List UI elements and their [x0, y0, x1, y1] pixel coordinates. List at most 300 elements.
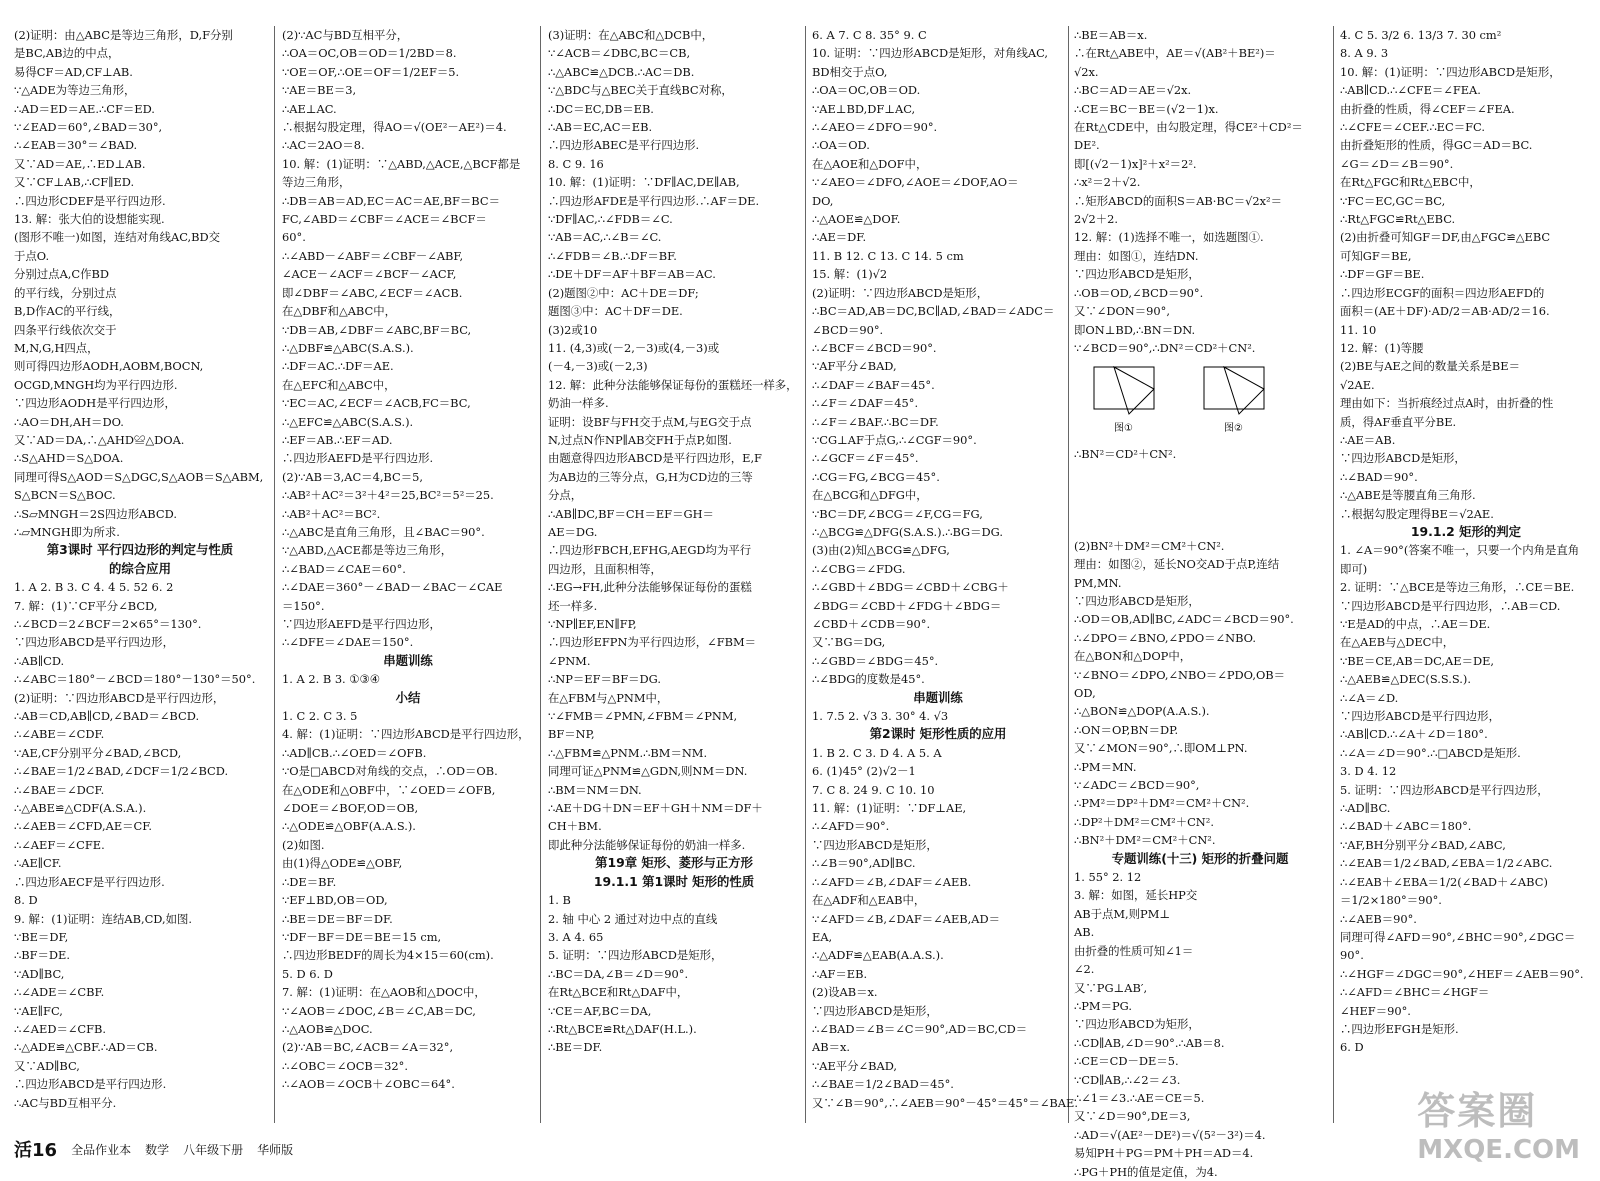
subject: 数学 — [145, 1142, 170, 1157]
answer-line: ∴CE＝BC－BE＝(√2－1)x. — [1074, 101, 1219, 116]
answer-line: 四条平行线依次交于 — [14, 322, 117, 337]
answer-line: ∴∠B＝90°,AD∥BC. — [812, 856, 916, 871]
answer-line: (2)证明：由△ABC是等边三角形，D,F分别 — [14, 28, 233, 42]
answer-line: ∵E是AD的中点，∴AE＝DE. — [1340, 617, 1491, 631]
answer-line: ∴△AOB≌△DOC. — [282, 1021, 373, 1036]
answer-line: ∴EF＝AB.∴EF＝AD. — [282, 432, 393, 447]
answer-line: ∵∠EAD＝60°,∠BAD＝30°, — [14, 120, 163, 135]
book-title: 全品作业本 — [71, 1142, 132, 1157]
answer-line: ∴△ADE≌△CBF.∴AD＝CB. — [14, 1040, 158, 1055]
answer-line: ∴DE＝BF. — [282, 874, 337, 889]
answer-line: ∴∠CFE＝∠CEF.∴EC＝FC. — [1340, 120, 1485, 135]
answer-line: ∴∠AFD＝90°. — [812, 819, 890, 834]
answer-line: ∴∠GCF＝∠F＝45°. — [812, 451, 919, 466]
answer-line: ∴BN²＋DM²＝CM²＋CN². — [1074, 833, 1216, 848]
answer-line: ∵△BDC与△BEC关于直线BC对称， — [548, 83, 733, 98]
answer-line: ∴DE＋DF＝AF＋BF＝AB＝AC. — [548, 267, 716, 282]
answer-line: 1. B — [548, 893, 571, 908]
answer-line: 同理可得S△AOD＝S△DGC,S△AOB＝S△ABM, — [14, 469, 264, 484]
answer-line: ∴△EFC≌△ABC(S.A.S.). — [282, 414, 414, 429]
answer-line: ∴四边形BEDF的周长为4×15＝60(cm). — [282, 948, 494, 963]
answer-line: ∴BE＝DF. — [548, 1040, 603, 1055]
answer-line: ∵CG⊥AF于点G,∴∠CGF＝90°. — [812, 432, 977, 447]
answer-line: ∴∠BDG的度数是45°. — [812, 672, 925, 687]
answer-line: ∴S△AHD＝S△DOA. — [14, 451, 124, 466]
answer-line: ∴AB＝EC,AC＝EB. — [548, 120, 653, 135]
answer-line: 又∵∠MON＝90°,∴即OM⊥PN. — [1074, 741, 1248, 756]
edition: 华师版 — [257, 1142, 294, 1157]
answer-line: AB于点M,则PM⊥ — [1074, 906, 1171, 921]
answer-line: ∴△ABE≌△CDF(A.S.A.). — [14, 801, 147, 816]
answer-line: √2x. — [1074, 64, 1099, 79]
answer-line: ∴∠A＝∠D＝90°.∴□ABCD是矩形. — [1340, 745, 1521, 760]
answer-line: ∴AE⊥AC. — [282, 101, 337, 116]
answer-line: 1. C 2. C 3. 5 — [282, 709, 358, 724]
watermark-bottom: MXQE.COM — [1417, 1135, 1580, 1165]
answer-line: ∴△ABC≌△DCB.∴AC＝DB. — [548, 64, 695, 79]
answer-line: 奶油一样多. — [548, 396, 609, 411]
answer-line: (－4,－3)或(－2,3) — [548, 359, 648, 374]
answer-line: ∵DF－BF＝DE＝BE＝15 cm, — [282, 929, 442, 944]
answer-line: ∵四边形AODH是平行四边形， — [14, 396, 176, 411]
answer-line: 8. A 9. 3 — [1340, 46, 1389, 61]
answer-line: ∠G＝∠D＝∠B＝90°. — [1340, 156, 1454, 171]
answer-line: ∴四边形EFGH是矩形. — [1340, 1021, 1459, 1036]
answer-line: ∵四边形ABCD是矩形， — [812, 837, 938, 852]
answer-line: ∴CE＝CD－DE＝5. — [1074, 1054, 1179, 1069]
answer-line: ∴DB＝AB＝AD,EC＝AC＝AE,BF＝BC＝ — [282, 193, 500, 208]
answer-line: 在△FBM与△PNM中， — [548, 690, 669, 705]
answer-line: ∵四边形ABCD是矩形， — [1074, 267, 1200, 282]
answer-line: ∴△AEB≌△DEC(S.S.S.). — [1340, 672, 1471, 687]
answer-line: DO, — [812, 193, 834, 208]
answer-line: ∴四边形ABEC是平行四边形. — [548, 138, 700, 153]
answer-line: ∵△ADE为等边三角形， — [14, 83, 136, 98]
answer-line: BD相交于点O, — [812, 64, 888, 79]
answer-line: ∵CE＝AF,BC＝DA, — [548, 1003, 652, 1018]
answer-line: 小结 — [395, 689, 421, 705]
answer-line: ∴∠AOB＝∠OCB＋∠OBC＝64°. — [282, 1077, 455, 1092]
answer-line: ∵∠ACB＝∠DBC,BC＝CB, — [548, 46, 691, 61]
answer-line: (3)由(2)知△BCG≌△DFG, — [812, 543, 950, 558]
answer-line: ∴BE＝AB＝x. — [1074, 28, 1148, 42]
answer-line: 理由：如图①，连结DN. — [1074, 248, 1199, 263]
answer-column-2 — [282, 26, 534, 1123]
answer-line: 4. 解：(1)证明：∵四边形ABCD是平行四边形， — [282, 727, 530, 742]
answer-line: ∵∠AEO＝∠DFO,∠AOE＝∠DOF,AO＝ — [812, 175, 1019, 190]
answer-line: 坯一样多. — [548, 598, 598, 613]
answer-line: ∴AD∥CB.∴∠OED＝∠OFB. — [282, 745, 427, 760]
answer-line: ∠CBD＋∠CDB＝90°. — [812, 617, 931, 631]
answer-line: ∵∠BCD＝90°,∴DN²＝CD²＋CN². — [1074, 340, 1256, 355]
answer-line: AE＝DG. — [548, 524, 598, 539]
answer-line: ∴AD∥BC. — [1340, 801, 1391, 816]
answer-line: ∵O是□ABCD对角线的交点，∴OD＝OB. — [282, 764, 498, 779]
answer-line: AB. — [1074, 925, 1095, 940]
answer-line: ∴AE＝AB. — [1340, 432, 1396, 447]
answer-line: ∴DP²＋DM²＝CM²＋CN². — [1074, 814, 1214, 829]
answer-line: ∠PNM. — [548, 653, 591, 668]
answer-line: 又∵BG＝DG, — [812, 635, 886, 650]
answer-line: OCGD,MNGH均为平行四边形. — [14, 377, 178, 392]
answer-line: ∴∠AEO＝∠DFO＝90°. — [812, 120, 938, 135]
answer-line: OD, — [1074, 686, 1096, 700]
answer-line: ∴△BCG≌△DFG(S.A.S.).∴BG＝DG. — [812, 524, 1003, 539]
answer-line: 又∵∠DON＝90°, — [1074, 304, 1170, 319]
answer-line: 第19章 矩形、菱形与正方形 — [595, 855, 753, 871]
answer-line: ∵AE∥FC, — [14, 1003, 63, 1018]
answer-line: ∴∠HGF＝∠DGC＝90°,∠HEF＝∠AEB＝90°. — [1340, 966, 1584, 981]
answer-line: ∵四边形ABCD是平行四边形， — [14, 635, 174, 650]
answer-line: 在△ADF和△EAB中， — [812, 893, 926, 908]
answer-line: ∴∠BAE＝1/2∠BAD,∠DCF＝1/2∠BCD. — [14, 764, 229, 779]
answer-line: ∵∠BNO＝∠DPO,∠NBO＝∠PDO,OB＝ — [1074, 667, 1286, 682]
answer-line: ∴ON＝OP,BN＝DP. — [1074, 722, 1179, 737]
answer-line: ∴AD＝ED＝AE.∴CF＝ED. — [14, 101, 155, 116]
answer-line: ∵∠ADC＝∠BCD＝90°, — [1074, 778, 1200, 793]
answer-line: ∴∠AEB＝90°. — [1340, 911, 1417, 926]
answer-line: (2)BE与AE之间的数量关系是BE＝ — [1340, 359, 1520, 374]
answer-line: 4. C 5. 3/2 6. 13/3 7. 30 cm² — [1340, 28, 1502, 42]
answer-line: ∵NP∥EF,EN∥FP, — [548, 617, 637, 631]
page-footer — [14, 1135, 293, 1163]
answer-line: ∵四边形ABCD是矩形， — [812, 1003, 938, 1018]
answer-line: 5. D 6. D — [282, 966, 333, 981]
answer-line: ∵AB＝AC,∴∠B＝∠C. — [548, 230, 662, 245]
answer-line: ∴AB∥DC,BF＝CH＝EF＝GH＝ — [548, 506, 714, 521]
answer-line: ∵CD∥AB,∴∠2＝∠3. — [1074, 1072, 1181, 1087]
answer-line — [1074, 518, 1326, 536]
answer-line: ∵BC＝DF,∠BCG＝∠F,CG＝FG, — [812, 506, 983, 521]
answer-line: ∴AB∥CD.∴∠A＋∠D＝180°. — [1340, 727, 1488, 742]
answer-column-3 — [548, 26, 800, 1123]
answer-line: ∠HEF＝90°. — [1340, 1003, 1411, 1018]
answer-line: 即ON⊥BD,∴BN＝DN. — [1074, 322, 1196, 337]
answer-line: 又∵PG⊥AB′, — [1074, 980, 1148, 995]
answer-line: ∵四边形ABCD是矩形， — [1340, 451, 1466, 466]
answer-line: BF＝NP, — [548, 727, 595, 742]
answer-line: ∴∠EAB＝30°＝∠BAD. — [14, 138, 138, 153]
answer-line: 题图③中：AC＋DF＝DE. — [548, 304, 683, 319]
answer-line: 又∵∠B＝90°,∴∠AEB＝90°－45°＝45°＝∠BAE. — [812, 1095, 1078, 1110]
answer-line: 串题训练 — [383, 652, 433, 668]
answer-line: N,过点N作NP∥AB交FH于点P,如图. — [548, 432, 732, 447]
answer-line: ∴∠DPO＝∠BNO,∠PDO＝∠NBO. — [1074, 630, 1256, 645]
answer-line: 等边三角形， — [282, 175, 351, 190]
answer-line: 于点O. — [14, 248, 50, 263]
answer-line: ∴△FBM≌△PNM.∴BM＝NM. — [548, 745, 708, 760]
answer-line: B,D作AC的平行线， — [14, 304, 121, 319]
answer-line: 又∵AD＝AE,∴ED⊥AB. — [14, 156, 146, 171]
answer-line: 分点， — [548, 488, 583, 503]
answer-line: ∴四边形CDEF是平行四边形. — [14, 193, 166, 208]
answer-line: ∵四边形ABCD是矩形， — [1074, 593, 1200, 608]
answer-line — [1074, 482, 1326, 500]
answer-line: ∴∠BAD＝90°. — [1340, 469, 1418, 484]
page-number: 活16 — [14, 1140, 58, 1161]
answer-line: ∵AE,CF分别平分∠BAD,∠BCD, — [14, 745, 182, 760]
answer-line: ∵OE＝OF,∴OE＝OF＝1/2EF＝5. — [282, 64, 460, 79]
answer-line: ∴BC＝AD,AB＝DC,BC∥AD,∠BAD＝∠ADC＝ — [812, 304, 1055, 319]
answer-line: ∵DF∥AC,∴∠FDB＝∠C. — [548, 212, 673, 227]
answer-line: ∴∠DFE＝∠DAE＝150°. — [282, 635, 414, 650]
answer-line: ∴▱MNGH即为所求. — [14, 524, 120, 539]
answer-line: ∴矩形ABCD的面积S＝AB·BC＝√2x²＝ — [1074, 193, 1282, 208]
answer-line: (2)由折叠可知GF＝DF,由△FGC≌△EBC — [1340, 230, 1551, 245]
answer-line: ∴AB＝CD,AB∥CD,∠BAD＝∠BCD. — [14, 709, 200, 724]
answer-line: 1. 55° 2. 12 — [1074, 870, 1142, 885]
answer-line: 第2课时 矩形性质的应用 — [869, 726, 1007, 742]
answer-line: 1. ∠A＝90°(答案不唯一，只要一个内角是直角 — [1340, 543, 1580, 558]
answer-line: 的平行线，分别过点 — [14, 285, 117, 300]
answer-line: ∴AB∥CD. — [14, 653, 65, 668]
answer-line: 分别过点A,C作BD — [14, 267, 110, 282]
answer-line: 可知GF＝BE, — [1340, 248, 1412, 263]
answer-line: 在△ODE和△OBF中，∵∠OED＝∠OFB, — [282, 782, 496, 797]
answer-line: ∴BC＝AD＝AE＝√2x. — [1074, 83, 1192, 98]
answer-line: 10. 证明：∵四边形ABCD是矩形，对角线AC, — [812, 46, 1049, 61]
answer-line: ∴x²＝2＋√2. — [1074, 175, 1141, 190]
answer-line: (2)∵AB＝BC,∠ACB＝∠A＝32°, — [282, 1040, 454, 1055]
answer-line: ∴AE∥CF. — [14, 856, 62, 871]
answer-line: 7. 解：(1)证明：在△AOB和△DOC中， — [282, 985, 486, 1000]
answer-line: ∵EC＝AC,∠ECF＝∠ACB,FC＝BC, — [282, 396, 471, 411]
answer-line: ∴∠GBD＝∠BDG＝45°. — [812, 653, 939, 668]
answer-line: 10. 解：(1)证明：∵DF∥AC,DE∥AB, — [548, 175, 740, 190]
answer-line: ∵∠AFD＝∠B,∠DAF＝∠AEB,AD＝ — [812, 911, 1001, 926]
answer-line: 1. B 2. C 3. D 4. A 5. A — [812, 745, 942, 760]
answer-line: ∴∠OBC＝∠OCB＝32°. — [282, 1058, 408, 1073]
answer-line: 13. 解：张大伯的设想能实现. — [14, 212, 165, 227]
answer-line: ∴△ABE是等腰直角三角形. — [1340, 488, 1476, 503]
answer-line: S△BCN＝S△BOC. — [14, 488, 116, 503]
answer-line: ∴∠DAF＝∠BAF＝45°. — [812, 377, 935, 392]
answer-line: 2√2＋2. — [1074, 212, 1119, 227]
answer-line: ∴OA＝OD. — [812, 138, 870, 153]
answer-line: 在△BON和△DOP中， — [1074, 649, 1192, 664]
svg-text:图①: 图① — [1114, 423, 1133, 435]
answer-line: ∴BC＝DA,∠B＝∠D＝90°. — [548, 966, 689, 981]
answer-line: 11. 解：(1)证明：∵DF⊥AE, — [812, 801, 967, 816]
answer-line: 5. 证明：∵四边形ABCD是矩形， — [548, 948, 723, 963]
answer-line: ∴S▱MNGH＝2S四边形ABCD. — [14, 506, 177, 521]
answer-line: 是BC,AB边的中点， — [14, 46, 120, 61]
answer-line: ∵AE＝BE＝3, — [282, 83, 357, 98]
answer-line: 由折叠的性质，得∠CEF＝∠FEA. — [1340, 101, 1515, 116]
answer-line: 又∵AD∥BC, — [14, 1058, 80, 1073]
answer-line: ∴CG＝FG,∠BCG＝45°. — [812, 469, 940, 484]
answer-line: (2)设AB＝x. — [812, 985, 878, 1000]
answer-line: ∴∠ABD－∠ABF＝∠CBF－∠ABF, — [282, 248, 464, 263]
answer-line: CH＋BM. — [548, 819, 602, 834]
answer-line: 第3课时 平行四边形的判定与性质 — [46, 542, 234, 558]
answer-line: ∴∠F＝∠DAF＝45°. — [812, 396, 919, 411]
answer-line: ∴△AOE≌△DOF. — [812, 212, 901, 227]
answer-line: 19.1.1 第1课时 矩形的性质 — [593, 873, 755, 889]
answer-line: ∴CD∥AB,∠D＝90°.∴AB＝8. — [1074, 1035, 1225, 1050]
answer-line: ∴四边形EFPN为平行四边形，∠FBM＝ — [548, 635, 757, 650]
answer-line: FC,∠ABD＝∠CBF＝∠ACE＝∠BCF＝ — [282, 212, 487, 227]
answer-line: 面积＝(AE＋DF)·AD/2＝AB·AD/2＝16. — [1340, 304, 1550, 319]
answer-line: ∵AE平分∠BAD, — [812, 1058, 898, 1073]
answer-line: ∴∠ABE＝∠CDF. — [14, 727, 105, 742]
answer-line: ∴∠A＝∠D. — [1340, 690, 1399, 705]
answer-line: ∵BE＝DF, — [14, 929, 69, 944]
answer-line: ∴AD＝√(AE²－DE²)＝√(5²－3²)＝4. — [1074, 1127, 1266, 1142]
answer-line: 在△BCG和△DFG中， — [812, 488, 928, 503]
answer-line: ∵四边形ABCD是平行四边形，∴AB＝CD. — [1340, 598, 1561, 613]
answer-line: ∴∠AFD＝∠B,∠DAF＝∠AEB. — [812, 874, 972, 889]
answer-line: 串题训练 — [913, 689, 963, 705]
answer-line: 又∵∠D＝90°,DE＝3, — [1074, 1109, 1191, 1124]
answer-line: ∠BCD＝90°. — [812, 322, 884, 337]
answer-line: ∴OA＝OC,OB＝OD. — [812, 83, 921, 98]
answer-line: ∴△ABC是直角三角形，且∠BAC＝90°. — [282, 524, 485, 539]
answer-line: ∴NP＝EF＝BF＝DG. — [548, 672, 661, 687]
answer-line: 7. C 8. 24 9. C 10. 10 — [812, 782, 935, 797]
answer-line: ∴AB∥CD.∴∠CFE＝∠FEA. — [1340, 83, 1481, 98]
answer-line: √2AE. — [1340, 377, 1375, 392]
answer-line: (3)2或10 — [548, 322, 598, 337]
answer-line: 在△AEB与△DEC中， — [1340, 635, 1455, 650]
answer-line: ∴∠GBD＋∠BDG＝∠CBD＋∠CBG＋ — [812, 580, 1009, 595]
answer-line: ∵∠AOB＝∠DOC,∠B＝∠C,AB＝DC, — [282, 1003, 476, 1018]
answer-line: ∴根据勾股定理，得AO＝√(OE²－AE²)＝4. — [282, 120, 507, 135]
answer-line: 1. 7.5 2. √3 3. 30° 4. √3 — [812, 709, 949, 724]
answer-line: ∴根据勾股定理得BE＝√2AE. — [1340, 506, 1494, 521]
answer-line: 在Rt△CDE中，由勾股定理，得CE²＋CD²＝ — [1074, 120, 1303, 135]
answer-line: ∠BDG＝∠CBD＋∠FDG＋∠BDG＝ — [812, 598, 1002, 613]
answer-line: ∴AO＝DH,AH＝DO. — [14, 414, 124, 429]
grade: 八年级下册 — [183, 1142, 244, 1157]
answer-line: ∴Rt△BCE≌Rt△DAF(H.L.). — [548, 1021, 697, 1036]
answer-line: 为AB边的三等分点，G,H为CD边的三等 — [548, 469, 753, 484]
answer-line: ∴∠BAD＝∠B＝∠C＝90°,AD＝BC,CD＝ — [812, 1021, 1028, 1036]
answer-line: ∴DC＝EC,DB＝EB. — [548, 101, 654, 116]
answer-line: ∴四边形AECF是平行四边形. — [14, 874, 165, 889]
answer-line: ∴∠BAD＝∠CAE＝60°. — [282, 561, 406, 576]
answer-line: ∴四边形AEFD是平行四边形. — [282, 451, 434, 466]
answer-line: 在△EFC和△ABC中， — [282, 377, 396, 392]
answer-line: 2. 轴 中心 2 通过对边中点的直线 — [548, 911, 718, 926]
answer-line: ∴四边形FBCH,EFHG,AEGD均为平行 — [548, 543, 752, 558]
answer-line: ∴∠DAE＝360°－∠BAD－∠BAC－∠CAE — [282, 580, 503, 595]
answer-line: ∴四边形ABCD是平行四边形. — [14, 1077, 167, 1092]
answer-line: ∴AC＝2AO＝8. — [282, 138, 365, 153]
answer-line: 10. 解：(1)证明：∵四边形ABCD是矩形， — [1340, 64, 1561, 79]
answer-line: 即此种分法能够保证每份的奶油一样多. — [548, 837, 746, 852]
answer-line: (2)证明：∵四边形ABCD是矩形， — [812, 285, 989, 300]
answer-line: 易得CF＝AD,CF⊥AB. — [14, 64, 133, 79]
answer-line: 12. 解：此种分法能够保证每份的蛋糕坯一样多， — [548, 377, 798, 392]
answer-line: 19.1.2 矩形的判定 — [1410, 523, 1522, 539]
answer-line: ∴∠ABC＝180°－∠BCD＝180°－130°＝50°. — [14, 672, 256, 687]
answer-line: ∵∠FMB＝∠PMN,∠FBM＝∠PNM, — [548, 709, 738, 724]
answer-line: 质，得AF垂直平分BE. — [1340, 414, 1457, 429]
answer-line: 3. 解：如图，延长HP交 — [1074, 888, 1198, 903]
answer-line: (图形不唯一)如图，连结对角线AC,BD交 — [14, 230, 221, 245]
answer-line: ∴在Rt△ABE中，AE＝√(AB²＋BE²)＝ — [1074, 46, 1276, 61]
answer-line: 12. 解：(1)选择不唯一，如选题图①. — [1074, 230, 1264, 245]
figure-rect-rulers — [1074, 359, 1326, 440]
answer-line: ∵AF,BH分别平分∠BAD,∠ABC, — [1340, 837, 1506, 852]
answer-line — [1074, 463, 1326, 481]
answer-line: ∠DOE＝∠BOF,OD＝OB, — [282, 801, 419, 816]
answer-line: ∴∠BAD＋∠ABC＝180°. — [1340, 819, 1472, 834]
answer-line: 6. D — [1340, 1040, 1364, 1055]
answer-line: ∴PM＝MN. — [1074, 759, 1137, 774]
answer-line: ∴∠FDB＝∠B.∴DF＝BF. — [548, 248, 677, 263]
answer-line: ∴△ADF≌△EAB(A.A.S.). — [812, 948, 944, 963]
answer-line: ∴PG＋PH的值是定值，为4. — [1074, 1164, 1218, 1179]
answer-line: 7. 解：(1)∵CF平分∠BCD, — [14, 598, 158, 613]
answer-line: ∴四边形ECGF的面积＝四边形AEFD的 — [1340, 285, 1545, 300]
answer-line: (3)证明：在△ABC和△DCB中， — [548, 28, 714, 42]
answer-line: ∴OA＝OC,OB＝OD＝1/2BD＝8. — [282, 46, 457, 61]
answer-line: ∴BF＝DE. — [14, 948, 70, 963]
answer-line: 专题训练(十三) 矩形的折叠问题 — [1111, 850, 1289, 866]
answer-line: ∴DF＝AC.∴DF＝AE. — [282, 359, 394, 374]
answer-line: (2)BN²＋DM²＝CM²＋CN². — [1074, 538, 1225, 553]
answer-line: 理由如下：当折痕经过点A时，由折叠的性 — [1340, 396, 1554, 411]
answer-line: ∴∠EAB＝1/2∠BAD,∠EBA＝1/2∠ABC. — [1340, 856, 1553, 871]
answer-line: (2)如图. — [282, 837, 325, 852]
answer-line: ∴∠BCD＝2∠BCF＝2×65°＝130°. — [14, 617, 202, 631]
answer-line: 理由：如图②，延长NO交AD于点P,连结 — [1074, 557, 1280, 572]
answer-line: 同理可得∠AFD＝90°,∠BHC＝90°,∠DGC＝ — [1340, 929, 1576, 944]
answer-line: ∵四边形ABCD是平行四边形， — [1340, 709, 1500, 724]
answer-line: 由(1)得△ODE≌△OBF, — [282, 856, 403, 871]
answer-column-4 — [812, 26, 1078, 1123]
answer-line: 由折叠矩形的性质，得GC＝AD＝BC. — [1340, 138, 1533, 153]
answer-line: ∴∠1＝∠3.∴AE＝CE＝5. — [1074, 1090, 1205, 1105]
answer-line: 四边形，且面积相等， — [548, 561, 662, 576]
answer-line: ∴EG→FH,此种分法能够保证每份的蛋糕 — [548, 580, 752, 595]
answer-line: 11. B 12. C 13. C 14. 5 cm — [812, 248, 964, 263]
svg-text:图②: 图② — [1224, 423, 1243, 435]
answer-line: 9. 解：(1)证明：连结AB,CD,如图. — [14, 911, 193, 926]
answer-line: 同理可证△PNM≌△GDN,则NM＝DN. — [548, 764, 748, 779]
answer-line: 11. (4,3)或(－2,－3)或(4,－3)或 — [548, 340, 720, 355]
answer-line: AB＝x. — [812, 1040, 851, 1055]
answer-line: ∵BE＝CE,AB＝DC,AE＝DE, — [1340, 653, 1495, 668]
answer-line: ∴∠AFD＝∠BHC＝∠HGF＝ — [1340, 985, 1490, 1000]
answer-line: 由题意得四边形ABCD是平行四边形，E,F — [548, 451, 762, 466]
answer-line: 在△AOE和△DOF中， — [812, 156, 928, 171]
answer-line: 60°. — [282, 230, 306, 245]
answer-line: ∴Rt△FGC≌Rt△EBC. — [1340, 212, 1456, 227]
answer-line: ∴△BON≌△DOP(A.A.S.). — [1074, 704, 1210, 719]
answer-line: 2. 证明：∵△BCE是等边三角形，∴CE＝BE. — [1340, 580, 1575, 595]
answer-line: M,N,G,H四点， — [14, 340, 99, 355]
answer-line: ∴∠CBG＝∠FDG. — [812, 561, 906, 576]
answer-line: 又∵AD＝DA,∴△AHD≌△DOA. — [14, 432, 185, 447]
answer-line: 在△DBF和△ABC中， — [282, 304, 397, 319]
answer-line: 11. 10 — [1340, 322, 1377, 337]
site-watermark — [1417, 1080, 1580, 1165]
answer-line: PM,MN. — [1074, 575, 1122, 590]
answer-line: ∠ACE－∠ACF＝∠BCF－∠ACF, — [282, 267, 457, 282]
answer-line: ∴AB²＋AC²＝BC². — [282, 506, 381, 521]
answer-line: ∴∠EAB＋∠EBA＝1/2(∠BAD＋∠ABC) — [1340, 874, 1548, 889]
answer-line: ∵AE⊥BD,DF⊥AC, — [812, 101, 916, 116]
answer-line: ∴四边形AFDE是平行四边形.∴AF＝DE. — [548, 193, 760, 208]
answer-line: ∴PM²＝DP²＋DM²＝CM²＋CN². — [1074, 796, 1250, 811]
answer-line: 即可) — [1340, 561, 1368, 576]
answer-line: 由折叠的性质可知∠1＝ — [1074, 943, 1194, 958]
answer-line: ∴BN²＝CD²＋CN². — [1074, 446, 1177, 461]
answer-line: 的综合应用 — [109, 560, 171, 576]
